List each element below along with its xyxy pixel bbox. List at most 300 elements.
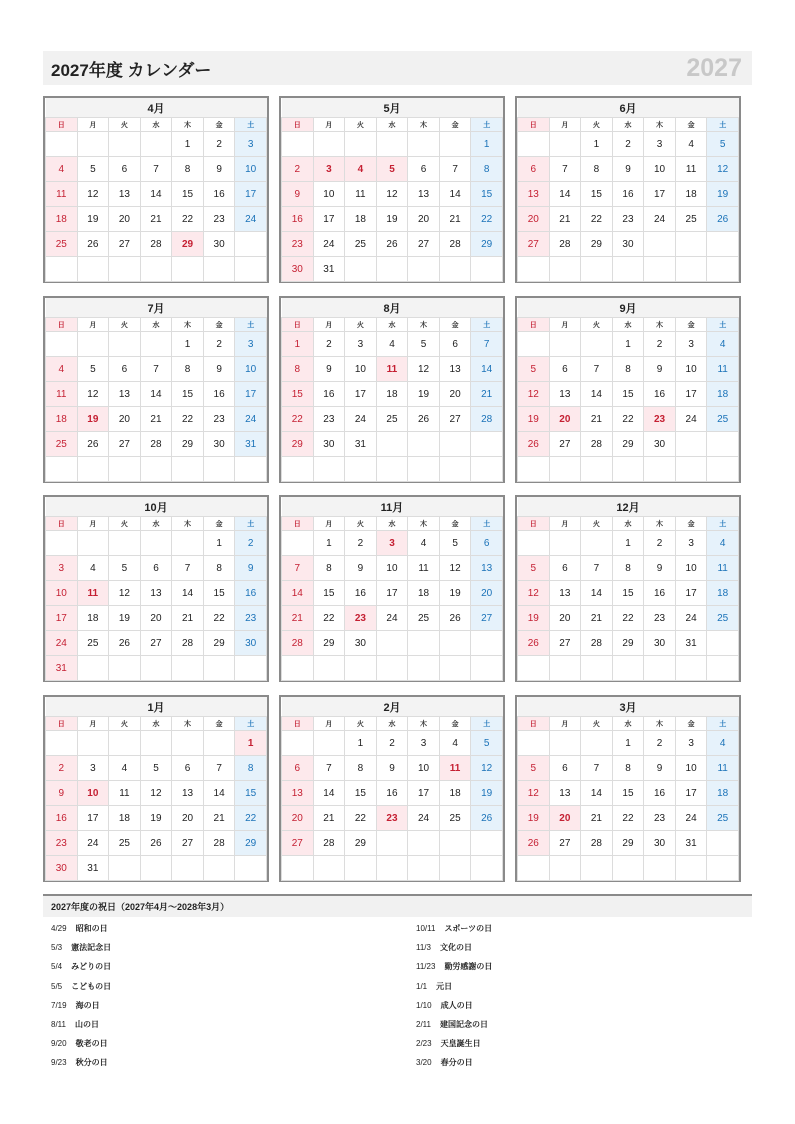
day-cell: 15 [203, 581, 235, 606]
week-row [518, 531, 739, 556]
day-cell: 25 [707, 407, 739, 432]
day-cell [644, 232, 676, 257]
day-cell [439, 856, 471, 881]
day-cell [140, 531, 172, 556]
day-cell [518, 531, 550, 556]
day-cell: 12 [408, 357, 440, 382]
day-cell: 31 [313, 257, 345, 282]
month-calendar [515, 495, 741, 682]
holiday-item [43, 1015, 408, 1034]
day-cell: 26 [518, 432, 550, 457]
day-cell [140, 257, 172, 282]
day-cell: 26 [518, 631, 550, 656]
holiday-name: 文化の日 [439, 943, 472, 953]
day-cell: 9 [46, 781, 78, 806]
holiday-name: 海の日 [75, 1000, 100, 1010]
day-cell: 18 [707, 382, 739, 407]
week-row [46, 432, 267, 457]
week-row [282, 132, 503, 157]
day-cell: 1 [203, 531, 235, 556]
day-cell: 17 [235, 382, 267, 407]
day-cell: 1 [612, 531, 644, 556]
holiday-item [408, 1034, 752, 1053]
day-cell: 17 [235, 182, 267, 207]
weekday-label: 月 [77, 717, 109, 731]
weekday-label: 木 [172, 717, 204, 731]
day-cell: 26 [439, 606, 471, 631]
month-title: 1月 [46, 697, 267, 717]
day-cell [408, 132, 440, 157]
weekday-label: 日 [518, 118, 550, 132]
day-cell: 11 [439, 756, 471, 781]
day-cell: 18 [675, 182, 707, 207]
week-row [46, 407, 267, 432]
year-watermark: 2027 [686, 53, 742, 82]
day-cell [439, 831, 471, 856]
day-cell [46, 731, 78, 756]
day-cell: 1 [282, 332, 314, 357]
day-cell [439, 257, 471, 282]
day-cell: 7 [581, 357, 613, 382]
day-cell: 24 [46, 631, 78, 656]
week-row [282, 581, 503, 606]
day-cell: 13 [471, 556, 503, 581]
day-cell: 20 [518, 207, 550, 232]
day-cell: 17 [313, 207, 345, 232]
day-cell: 5 [109, 556, 141, 581]
day-cell: 21 [172, 606, 204, 631]
day-cell: 17 [77, 806, 109, 831]
day-cell: 5 [376, 157, 408, 182]
week-row [518, 457, 739, 482]
weekday-label: 火 [109, 717, 141, 731]
day-cell: 14 [203, 781, 235, 806]
day-cell: 26 [77, 232, 109, 257]
day-cell: 9 [644, 756, 676, 781]
day-cell: 2 [644, 731, 676, 756]
day-cell [408, 656, 440, 681]
holiday-date: 10/11 [416, 924, 436, 934]
day-cell: 18 [345, 207, 377, 232]
holiday-name: スポーツの日 [444, 924, 493, 934]
day-cell: 6 [109, 157, 141, 182]
holiday-item [408, 996, 752, 1015]
day-cell: 16 [203, 182, 235, 207]
day-cell: 28 [282, 631, 314, 656]
day-cell [77, 531, 109, 556]
day-cell: 16 [644, 781, 676, 806]
weekday-label: 火 [109, 118, 141, 132]
day-cell: 27 [109, 232, 141, 257]
holiday-date: 11/3 [416, 943, 431, 953]
day-cell [707, 257, 739, 282]
day-cell: 14 [439, 182, 471, 207]
day-cell [471, 631, 503, 656]
day-cell: 4 [707, 531, 739, 556]
day-cell: 18 [408, 581, 440, 606]
day-cell [77, 132, 109, 157]
day-cell: 25 [77, 631, 109, 656]
day-cell: 12 [518, 781, 550, 806]
day-cell [140, 731, 172, 756]
day-cell [549, 531, 581, 556]
day-cell [581, 731, 613, 756]
day-cell: 7 [313, 756, 345, 781]
page-title: 2027年度 カレンダー [51, 60, 212, 80]
day-cell: 21 [203, 806, 235, 831]
week-row [518, 731, 739, 756]
day-cell: 27 [439, 407, 471, 432]
day-cell [408, 257, 440, 282]
day-cell [172, 457, 204, 482]
day-cell: 9 [644, 357, 676, 382]
day-cell: 24 [345, 407, 377, 432]
week-row [46, 731, 267, 756]
weekday-label: 水 [612, 517, 644, 531]
day-cell: 16 [313, 382, 345, 407]
day-cell: 31 [345, 432, 377, 457]
week-row [282, 606, 503, 631]
day-cell: 29 [581, 232, 613, 257]
week-row [282, 556, 503, 581]
day-cell [644, 457, 676, 482]
day-cell [376, 656, 408, 681]
day-cell: 7 [471, 332, 503, 357]
day-cell: 8 [612, 556, 644, 581]
weekday-label: 木 [644, 717, 676, 731]
holiday-item [408, 1015, 752, 1034]
month-calendar [515, 296, 741, 483]
day-cell [471, 656, 503, 681]
day-cell: 20 [549, 806, 581, 831]
weekday-label: 水 [140, 517, 172, 531]
day-cell: 23 [644, 407, 676, 432]
day-cell: 29 [345, 831, 377, 856]
day-cell: 11 [46, 182, 78, 207]
week-row [282, 207, 503, 232]
holiday-item [408, 919, 752, 938]
weekday-label: 金 [675, 118, 707, 132]
day-cell: 11 [707, 556, 739, 581]
day-cell: 8 [203, 556, 235, 581]
day-cell: 16 [644, 382, 676, 407]
day-cell: 30 [644, 631, 676, 656]
holiday-item [43, 919, 408, 938]
day-cell: 16 [282, 207, 314, 232]
weekday-label: 火 [345, 318, 377, 332]
day-cell: 25 [345, 232, 377, 257]
day-cell: 7 [549, 157, 581, 182]
day-cell: 10 [675, 756, 707, 781]
day-cell [140, 132, 172, 157]
day-cell: 22 [172, 207, 204, 232]
day-cell: 30 [46, 856, 78, 881]
day-cell: 10 [675, 357, 707, 382]
day-cell [109, 531, 141, 556]
day-cell: 14 [282, 581, 314, 606]
day-cell [235, 232, 267, 257]
holiday-section [43, 894, 752, 1073]
weekday-label: 水 [376, 717, 408, 731]
day-cell: 18 [439, 781, 471, 806]
day-cell: 24 [235, 207, 267, 232]
day-cell: 2 [235, 531, 267, 556]
day-cell [707, 831, 739, 856]
week-row [282, 432, 503, 457]
day-cell: 31 [675, 831, 707, 856]
day-cell [203, 457, 235, 482]
weekday-label: 日 [46, 517, 78, 531]
day-cell: 22 [172, 407, 204, 432]
holiday-date: 4/29 [51, 924, 67, 934]
day-cell: 10 [235, 157, 267, 182]
day-cell [439, 132, 471, 157]
day-cell: 11 [707, 357, 739, 382]
month-calendar [43, 495, 269, 682]
week-row [518, 207, 739, 232]
week-row [518, 806, 739, 831]
day-cell: 13 [282, 781, 314, 806]
day-cell: 15 [612, 382, 644, 407]
day-cell: 30 [612, 232, 644, 257]
day-cell: 23 [203, 207, 235, 232]
day-cell: 13 [549, 382, 581, 407]
weekday-label: 金 [439, 318, 471, 332]
week-row [282, 232, 503, 257]
week-row [518, 781, 739, 806]
day-cell: 29 [235, 831, 267, 856]
day-cell: 10 [313, 182, 345, 207]
day-cell: 9 [235, 556, 267, 581]
day-cell: 1 [581, 132, 613, 157]
holiday-item [43, 1034, 408, 1053]
day-cell: 28 [140, 432, 172, 457]
weekday-label: 金 [203, 717, 235, 731]
holiday-date: 3/20 [416, 1058, 432, 1068]
day-cell: 8 [313, 556, 345, 581]
day-cell: 15 [313, 581, 345, 606]
day-cell: 10 [376, 556, 408, 581]
day-cell [644, 656, 676, 681]
week-row [518, 656, 739, 681]
day-cell: 4 [376, 332, 408, 357]
day-cell [612, 656, 644, 681]
day-cell: 18 [707, 781, 739, 806]
day-cell [408, 631, 440, 656]
holiday-date: 5/5 [51, 981, 63, 991]
day-cell: 3 [376, 531, 408, 556]
weekday-label: 木 [408, 118, 440, 132]
day-cell: 19 [518, 806, 550, 831]
day-cell: 26 [109, 631, 141, 656]
day-cell: 22 [471, 207, 503, 232]
day-cell [471, 856, 503, 881]
week-row [518, 157, 739, 182]
weekday-label: 月 [313, 717, 345, 731]
day-cell: 4 [439, 731, 471, 756]
day-cell: 24 [408, 806, 440, 831]
day-cell: 16 [376, 781, 408, 806]
week-row [518, 332, 739, 357]
holiday-list [43, 917, 752, 1073]
day-cell [376, 831, 408, 856]
day-cell: 27 [172, 831, 204, 856]
day-cell: 27 [109, 432, 141, 457]
week-row [518, 556, 739, 581]
day-cell: 3 [235, 332, 267, 357]
month-calendar [515, 695, 741, 882]
day-cell: 11 [46, 382, 78, 407]
weekday-label: 金 [439, 118, 471, 132]
week-row [282, 357, 503, 382]
day-cell [518, 731, 550, 756]
day-cell: 23 [345, 606, 377, 631]
weekday-label: 金 [203, 517, 235, 531]
day-cell: 24 [675, 606, 707, 631]
weekday-label: 土 [707, 118, 739, 132]
week-row [46, 207, 267, 232]
weekday-label: 火 [345, 717, 377, 731]
day-cell [707, 656, 739, 681]
day-cell: 22 [612, 806, 644, 831]
week-row [518, 132, 739, 157]
day-cell [376, 257, 408, 282]
weekday-label: 火 [109, 517, 141, 531]
day-cell: 9 [313, 357, 345, 382]
day-cell: 7 [140, 357, 172, 382]
day-cell [345, 457, 377, 482]
weekday-label: 月 [77, 318, 109, 332]
month-title: 7月 [46, 298, 267, 318]
day-cell [282, 731, 314, 756]
page-header [43, 51, 752, 85]
day-cell: 14 [471, 357, 503, 382]
month-title: 5月 [282, 98, 503, 118]
day-cell [612, 856, 644, 881]
day-cell [376, 432, 408, 457]
day-cell: 29 [203, 631, 235, 656]
day-cell: 3 [345, 332, 377, 357]
day-cell: 20 [549, 606, 581, 631]
day-cell [518, 332, 550, 357]
day-cell: 23 [644, 806, 676, 831]
weekday-label: 火 [581, 318, 613, 332]
day-cell [140, 656, 172, 681]
week-row [46, 182, 267, 207]
day-cell: 20 [109, 407, 141, 432]
day-cell: 19 [376, 207, 408, 232]
day-cell: 15 [345, 781, 377, 806]
weekday-label: 火 [109, 318, 141, 332]
day-cell [549, 731, 581, 756]
day-cell: 22 [581, 207, 613, 232]
weekday-label: 月 [549, 517, 581, 531]
day-cell: 14 [581, 382, 613, 407]
day-cell: 3 [675, 731, 707, 756]
day-cell: 22 [235, 806, 267, 831]
day-cell: 11 [376, 357, 408, 382]
day-cell [77, 457, 109, 482]
day-cell: 23 [203, 407, 235, 432]
month-title: 3月 [518, 697, 739, 717]
week-row [518, 407, 739, 432]
day-cell: 8 [345, 756, 377, 781]
weekday-label: 土 [235, 118, 267, 132]
day-cell: 10 [345, 357, 377, 382]
day-cell: 8 [612, 756, 644, 781]
day-cell [612, 257, 644, 282]
day-cell: 19 [77, 407, 109, 432]
day-cell: 22 [313, 606, 345, 631]
day-cell: 29 [612, 631, 644, 656]
day-cell [235, 656, 267, 681]
day-cell [46, 132, 78, 157]
weekday-label: 水 [376, 517, 408, 531]
day-cell: 3 [235, 132, 267, 157]
month-title: 2月 [282, 697, 503, 717]
week-row [282, 781, 503, 806]
day-cell: 8 [612, 357, 644, 382]
day-cell: 6 [549, 357, 581, 382]
holiday-name: 敬老の日 [75, 1039, 108, 1049]
day-cell [675, 656, 707, 681]
day-cell: 7 [172, 556, 204, 581]
weekday-label: 日 [518, 717, 550, 731]
week-row [46, 382, 267, 407]
day-cell: 12 [518, 382, 550, 407]
week-row [46, 856, 267, 881]
holiday-item [43, 1053, 408, 1072]
day-cell: 13 [549, 781, 581, 806]
day-cell: 13 [140, 581, 172, 606]
holiday-date: 2/23 [416, 1039, 432, 1049]
week-row [282, 756, 503, 781]
week-row [282, 332, 503, 357]
day-cell [109, 257, 141, 282]
day-cell: 5 [518, 756, 550, 781]
day-cell [675, 257, 707, 282]
week-row [46, 581, 267, 606]
day-cell: 29 [612, 831, 644, 856]
day-cell: 18 [109, 806, 141, 831]
day-cell [675, 856, 707, 881]
day-cell: 22 [282, 407, 314, 432]
day-cell: 6 [518, 157, 550, 182]
holiday-name: 憲法記念日 [71, 943, 112, 953]
day-cell: 5 [77, 357, 109, 382]
day-cell [707, 457, 739, 482]
day-cell: 25 [109, 831, 141, 856]
week-row [46, 781, 267, 806]
holiday-date: 11/23 [416, 962, 436, 972]
day-cell: 9 [345, 556, 377, 581]
week-row [282, 806, 503, 831]
day-cell: 29 [612, 432, 644, 457]
day-cell: 6 [172, 756, 204, 781]
month-calendar [43, 96, 269, 283]
month-title: 4月 [46, 98, 267, 118]
weekday-label: 土 [471, 717, 503, 731]
day-cell: 18 [46, 207, 78, 232]
day-cell: 29 [172, 232, 204, 257]
day-cell: 14 [172, 581, 204, 606]
day-cell: 26 [77, 432, 109, 457]
day-cell [471, 457, 503, 482]
day-cell [518, 856, 550, 881]
day-cell: 11 [707, 756, 739, 781]
day-cell: 25 [46, 432, 78, 457]
day-cell: 12 [471, 756, 503, 781]
